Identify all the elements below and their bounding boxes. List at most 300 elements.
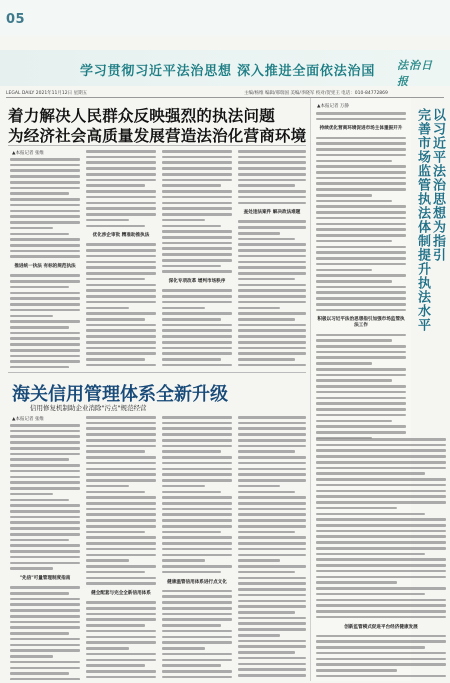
text-line [162, 265, 221, 268]
text-line [162, 479, 232, 482]
text-line [86, 513, 156, 516]
text-line [10, 221, 80, 224]
text-line [238, 536, 306, 539]
text-line [86, 312, 156, 315]
section-subhead: 持续优化营商环境促进市场主体重振开升 [319, 126, 403, 132]
text-line [316, 194, 372, 197]
text-line [86, 548, 156, 551]
text-line [86, 161, 156, 164]
text-line [162, 242, 232, 245]
text-line [10, 164, 80, 167]
text-line [86, 491, 145, 494]
article1-column-4 [238, 150, 306, 368]
text-line [316, 171, 406, 174]
sidebar-body-lower [316, 438, 446, 680]
text-line [86, 468, 156, 471]
text-line [10, 655, 53, 658]
text-line [316, 581, 397, 584]
text-line [316, 547, 446, 550]
text-line [238, 577, 306, 580]
text-line [238, 456, 306, 459]
text-line [316, 234, 406, 237]
text-line [10, 562, 80, 565]
text-line [86, 676, 156, 679]
text-line [316, 610, 446, 613]
text-line [162, 664, 221, 667]
text-line [162, 659, 232, 662]
text-line [238, 261, 306, 264]
text-line [86, 364, 156, 367]
text-line [162, 536, 232, 539]
text-line [10, 453, 80, 456]
text-line [238, 278, 295, 281]
text-line [316, 280, 392, 283]
text-line [10, 632, 69, 635]
text-line [162, 352, 232, 355]
header-band [0, 0, 450, 36]
text-line [238, 341, 306, 344]
text-line [162, 295, 232, 298]
text-line [162, 324, 232, 327]
text-line [10, 603, 80, 606]
text-line [238, 554, 306, 557]
text-line [316, 263, 406, 266]
text-line [316, 112, 406, 115]
text-line [86, 582, 156, 585]
text-line [316, 205, 406, 208]
text-line [162, 433, 232, 436]
text-line [162, 531, 221, 534]
text-line [86, 167, 156, 170]
text-line [316, 455, 446, 458]
text-line [238, 358, 295, 361]
text-line [162, 445, 232, 448]
text-line [86, 219, 129, 222]
text-line [238, 196, 306, 199]
text-line [10, 366, 69, 368]
text-line [10, 187, 80, 190]
text-line [238, 600, 306, 603]
text-line [162, 450, 221, 453]
text-line [238, 605, 306, 608]
text-line [10, 516, 80, 519]
text-line [10, 470, 80, 473]
text-line [162, 289, 232, 292]
text-line [316, 444, 446, 447]
text-line [316, 408, 406, 411]
article2-headline: 海关信用管理体系全新升级 [12, 384, 228, 405]
text-line [10, 644, 80, 647]
text-line [316, 385, 406, 388]
text-line [238, 364, 306, 367]
text-line [162, 624, 221, 627]
text-line [162, 559, 205, 562]
text-line [86, 301, 156, 304]
text-line [162, 150, 232, 153]
text-line [238, 519, 306, 522]
text-line [86, 213, 156, 216]
article1-headline-line2: 为经济社会高质量发展营造法治化营商环境 [8, 127, 307, 145]
text-line [316, 495, 446, 498]
text-line [86, 249, 156, 252]
text-line [162, 548, 232, 551]
section-subhead: "先信"可量管理制度指南 [19, 576, 71, 582]
text-line [316, 535, 446, 538]
text-line [316, 663, 446, 666]
text-line [162, 542, 232, 545]
text-line [10, 244, 80, 247]
text-line [10, 476, 80, 479]
text-line [10, 337, 80, 340]
section-subhead: 查处违法案件 解决政法难题 [243, 210, 301, 216]
text-line [10, 510, 80, 513]
text-line [316, 297, 406, 300]
text-line [238, 312, 306, 315]
text-line [316, 570, 446, 573]
text-line [238, 329, 306, 332]
text-line [316, 286, 406, 289]
text-line [316, 425, 406, 428]
text-line [86, 664, 145, 667]
text-line [86, 525, 156, 528]
text-line [238, 462, 306, 465]
text-line [10, 586, 80, 589]
masthead-logo: 法治日报 [397, 59, 433, 88]
text-line [86, 502, 156, 505]
text-line [316, 658, 446, 661]
text-line [86, 508, 156, 511]
text-line [10, 250, 80, 253]
text-line [86, 531, 145, 534]
text-line [10, 326, 69, 329]
text-line [238, 628, 306, 631]
text-line [10, 238, 80, 241]
text-line [10, 499, 69, 502]
text-line [10, 621, 80, 624]
text-line [238, 571, 295, 574]
text-line [86, 329, 156, 332]
text-line [162, 318, 221, 321]
text-line [238, 284, 306, 287]
section-subhead: 推进统一执法 有标的规范执法 [14, 264, 76, 270]
text-line [86, 335, 156, 338]
text-line [86, 653, 156, 656]
text-line [162, 647, 205, 650]
text-line [10, 521, 80, 524]
text-line [316, 200, 392, 203]
text-line [10, 204, 80, 207]
text-line [162, 468, 232, 471]
text-line [316, 599, 446, 602]
text-line [162, 335, 232, 338]
text-line [162, 253, 232, 256]
text-line [86, 450, 145, 453]
article2-column-3 [162, 416, 232, 680]
text-line [10, 297, 80, 300]
text-line [238, 295, 306, 298]
text-line [316, 223, 406, 226]
text-line [316, 351, 406, 354]
text-line [86, 289, 156, 292]
text-line [316, 211, 406, 214]
text-line [316, 334, 406, 337]
text-line [86, 554, 156, 557]
text-line [162, 519, 232, 522]
text-line [86, 427, 156, 430]
text-line [10, 332, 80, 335]
text-line [316, 640, 446, 643]
section-subhead: 优化涉企审批 精准助推执法 [92, 233, 150, 239]
text-line [162, 618, 232, 621]
text-line [86, 196, 156, 199]
text-line [86, 341, 156, 344]
text-line [316, 490, 446, 493]
text-line [316, 246, 406, 249]
text-line [316, 374, 406, 377]
text-line [238, 508, 306, 511]
text-line [86, 636, 156, 639]
text-line [10, 175, 80, 178]
text-line [238, 150, 306, 153]
text-line [238, 289, 306, 292]
text-line [162, 513, 232, 516]
text-line [316, 356, 406, 359]
text-line [316, 541, 446, 544]
text-line [86, 496, 156, 499]
text-line [10, 286, 69, 289]
article2-byline: ▲本报记者 张维 [12, 417, 44, 422]
text-line [10, 598, 80, 601]
text-line [238, 226, 306, 229]
editor-credits: 主编/杨维 编辑/邢瑞国 美编/李晓军 校对/贺宪王 电话：010-84772869 [244, 91, 388, 96]
text-line [238, 243, 306, 246]
text-line [316, 472, 425, 475]
text-line [162, 636, 232, 639]
text-line [86, 577, 156, 580]
text-line [86, 630, 156, 633]
text-line [316, 148, 406, 151]
text-line [86, 647, 129, 650]
text-line [86, 318, 145, 321]
text-line [238, 439, 306, 442]
text-line [238, 559, 280, 562]
text-line [316, 414, 406, 417]
text-line [238, 161, 306, 164]
text-line [316, 228, 406, 231]
text-line [162, 161, 232, 164]
text-line [86, 641, 156, 644]
text-line [10, 592, 69, 595]
text-line [162, 601, 232, 604]
text-line [238, 651, 295, 654]
text-line [238, 190, 306, 193]
text-line [316, 217, 406, 220]
text-line [162, 230, 232, 233]
text-line [10, 360, 80, 363]
text-line [238, 485, 280, 488]
text-line [316, 513, 425, 516]
text-line [238, 445, 306, 448]
text-line [10, 464, 80, 467]
text-line [86, 565, 156, 568]
text-line [162, 259, 232, 262]
text-line [316, 524, 446, 527]
text-line [316, 309, 406, 312]
text-line [238, 565, 306, 568]
section-subhead: 深化专项改革 增判市场秩序 [168, 279, 226, 285]
text-line [86, 613, 156, 616]
text-line [162, 595, 232, 598]
text-line [316, 484, 446, 487]
text-line [316, 420, 392, 423]
text-line [316, 438, 446, 441]
text-line [316, 368, 406, 371]
text-line [316, 467, 446, 470]
text-line [238, 502, 306, 505]
text-line [238, 468, 306, 471]
text-line [10, 158, 80, 161]
text-line [238, 422, 306, 425]
text-line [162, 416, 232, 419]
text-line [238, 622, 306, 625]
text-line [10, 227, 53, 230]
text-line [10, 504, 80, 507]
text-line [316, 345, 406, 348]
text-line [238, 450, 295, 453]
text-line [238, 588, 306, 591]
section-divider [8, 372, 306, 373]
text-line [316, 604, 446, 607]
article2-subheadline: 信用修复机制助企业消除"污点"规范经营 [30, 404, 147, 412]
article1-byline: ▲本报记者 张维 [12, 151, 44, 156]
text-line [10, 567, 53, 570]
text-line [86, 536, 156, 539]
text-line [238, 335, 306, 338]
text-line [162, 676, 232, 679]
text-line [162, 173, 232, 176]
text-line [162, 236, 232, 239]
text-line [86, 519, 156, 522]
text-line [316, 188, 406, 191]
text-line [316, 362, 372, 365]
text-line [10, 355, 80, 358]
text-line [238, 179, 306, 182]
text-line [10, 280, 80, 283]
text-line [86, 422, 156, 425]
text-line [162, 207, 232, 210]
article1-column-2 [86, 150, 156, 368]
text-line [162, 502, 232, 505]
text-line [10, 233, 69, 236]
text-line [10, 435, 80, 438]
text-line [238, 352, 306, 355]
text-line [10, 615, 80, 618]
text-line [238, 272, 306, 275]
text-line [238, 473, 306, 476]
text-line [238, 232, 280, 235]
text-line [162, 670, 232, 673]
text-line [316, 558, 446, 561]
text-line [316, 397, 406, 400]
text-line [162, 270, 232, 273]
text-line [86, 284, 156, 287]
text-line [162, 184, 221, 187]
text-line [316, 402, 406, 405]
text-line [10, 533, 80, 536]
text-line [10, 626, 80, 629]
text-line [10, 556, 80, 559]
article1-column-1 [10, 158, 80, 368]
text-line [162, 554, 232, 557]
text-line [238, 307, 280, 310]
text-line [316, 652, 446, 655]
sidebar-title-col-2: 完善市场监管执法体制提升执法水平 [415, 108, 430, 332]
text-line [238, 416, 306, 419]
text-line [238, 525, 306, 528]
banner-title: 学习贯彻习近平法治思想 深入推进全面依法治国 [80, 64, 376, 79]
text-line [238, 491, 295, 494]
article2-column-1 [10, 424, 80, 680]
text-line [162, 462, 232, 465]
text-line [162, 307, 205, 310]
text-line [86, 473, 156, 476]
text-line [86, 624, 145, 627]
text-line [316, 177, 406, 180]
text-line [86, 156, 156, 159]
text-line [162, 219, 205, 222]
text-line [316, 303, 406, 306]
text-line [162, 571, 221, 574]
text-line [10, 672, 69, 675]
text-line [86, 352, 156, 355]
text-line [86, 559, 129, 562]
text-line [162, 491, 221, 494]
text-line [316, 553, 425, 556]
text-line [162, 347, 232, 350]
text-line [86, 207, 156, 210]
text-line [238, 479, 306, 482]
text-line [238, 156, 306, 159]
text-line [162, 427, 232, 430]
text-line [316, 257, 406, 260]
text-line [10, 667, 80, 670]
text-line [238, 617, 306, 620]
text-line [86, 202, 156, 205]
text-line [162, 641, 232, 644]
text-line [238, 173, 306, 176]
text-line [238, 184, 295, 187]
text-line [238, 645, 306, 648]
text-line [316, 339, 392, 342]
text-line [10, 274, 80, 277]
text-line [162, 422, 232, 425]
text-line [10, 544, 80, 547]
text-line [10, 303, 80, 306]
text-line [162, 485, 205, 488]
text-line [316, 137, 406, 140]
sidebar-title-col-1: 以习近平法治思想为指引 [430, 108, 445, 262]
text-line [10, 550, 80, 553]
text-line [316, 240, 392, 243]
text-line [162, 613, 232, 616]
text-line [162, 329, 232, 332]
text-line [10, 292, 80, 295]
text-line [238, 433, 306, 436]
text-line [238, 301, 306, 304]
text-line [316, 646, 425, 649]
text-line [316, 391, 406, 394]
text-line [238, 238, 295, 241]
